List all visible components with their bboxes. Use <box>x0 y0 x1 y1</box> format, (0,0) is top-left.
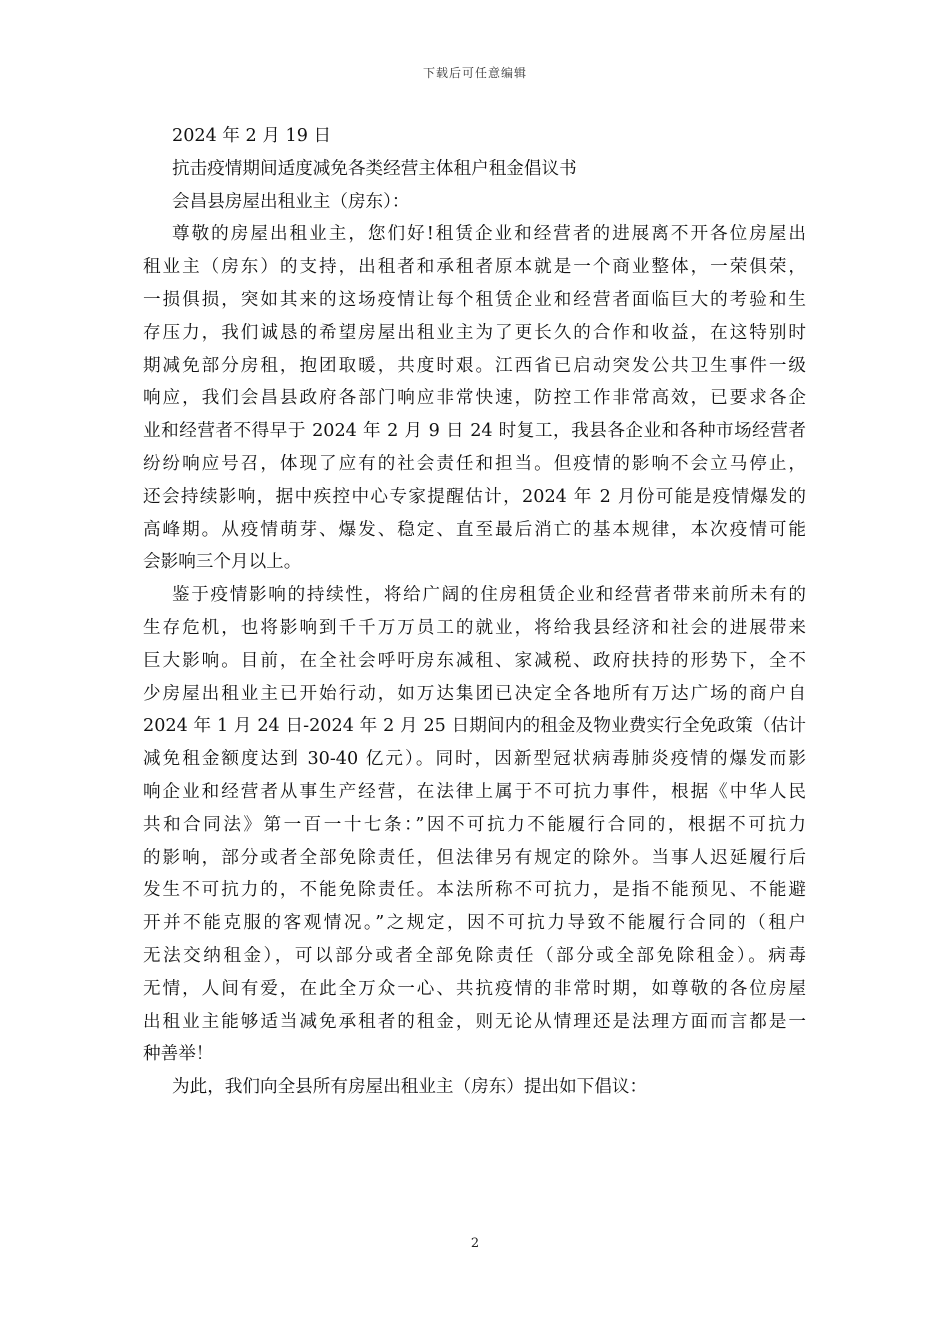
paragraph-line: 2024 年 1 月 24 日-2024 年 2 月 25 日期间内的租金及物业费实行全免政策（估计 <box>143 716 806 737</box>
paragraph-line: 鉴于疫情影响的持续性，将给广阔的住房租赁企业和经营者带来前所未有的 <box>172 585 806 606</box>
page-number: 2 <box>470 1236 480 1251</box>
paragraph-line: 共和合同法》第一百一十七条：”因不可抗力不能履行合同的，根据不可抗力 <box>143 814 806 835</box>
page-header: 下载后可任意编辑 <box>422 66 527 80</box>
paragraph-line: 开并不能克服的客观情况。”之规定，因不可抗力导致不能履行合同的（租户 <box>143 913 806 934</box>
paragraph-line: 出租业主能够适当减免承租者的租金，则无论从情理还是法理方面而言都是一 <box>143 1011 806 1032</box>
paragraph-line: 无法交纳租金），可以部分或者全部免除责任（部分或全部免除租金）。病毒 <box>143 945 806 966</box>
paragraph-line: 响企业和经营者从事生产经营，在法律上属于不可抗力事件，根据《中华人民 <box>143 781 806 802</box>
paragraph-line: 还会持续影响，据中疾控中心专家提醒估计，2024 年 2 月份可能是疫情爆发的 <box>143 486 806 507</box>
paragraph-line: 的影响，部分或者全部免除责任，但法律另有规定的除外。当事人迟延履行后 <box>143 847 806 868</box>
paragraph-1 <box>143 218 806 579</box>
paragraph-line: 减免租金额度达到 30-40 亿元）。同时，因新型冠状病毒肺炎疫情的爆发而影 <box>143 749 806 770</box>
paragraph-2 <box>143 579 806 1071</box>
document-date: 2024 年 2 月 19 日 <box>172 126 332 146</box>
paragraph-line: 少房屋出租业主已开始行动，如万达集团已决定全各地所有万达广场的商户自 <box>143 683 806 704</box>
paragraph-line: 纷纷响应号召，体现了应有的社会责任和担当。但疫情的影响不会立马停止， <box>143 453 806 474</box>
paragraph-line: 一损俱损，突如其来的这场疫情让每个租赁企业和经营者面临巨大的考验和生 <box>143 289 806 310</box>
paragraph-line: 巨大影响。目前，在全社会呼吁房东减租、家减税、政府扶持的形势下，全不 <box>143 650 806 671</box>
paragraph-3 <box>143 1071 806 1104</box>
paragraph-line: 发生不可抗力的，不能免除责任。本法所称不可抗力，是指不能预见、不能避 <box>143 880 806 901</box>
paragraph-line: 为此，我们向全县所有房屋出租业主（房东）提出如下倡议： <box>172 1077 648 1098</box>
paragraph-line: 高峰期。从疫情萌芽、爆发、稳定、直至最后消亡的基本规律，本次疫情可能 <box>143 519 806 540</box>
paragraph-line: 种善举！ <box>143 1044 214 1065</box>
paragraph-line: 无情，人间有爱，在此全万众一心、共抗疫情的非常时期，如尊敬的各位房屋 <box>143 978 806 999</box>
paragraph-line: 存压力，我们诚恳的希望房屋出租业主为了更长久的合作和收益，在这特别时 <box>143 322 806 343</box>
document-body <box>143 120 806 1104</box>
paragraph-line: 期减免部分房租，抱团取暖，共度时艰。江西省已启动突发公共卫生事件一级 <box>143 355 806 376</box>
paragraph-line: 租业主（房东）的支持，出租者和承租者原本就是一个商业整体，一荣俱荣， <box>143 257 806 278</box>
paragraph-line: 业和经营者不得早于 2024 年 2 月 9 日 24 时复工，我县各企业和各种市场经营者 <box>143 421 806 442</box>
paragraph-line: 会影响三个月以上。 <box>143 552 302 573</box>
paragraph-line: 响应，我们会昌县政府各部门响应非常快速，防控工作非常高效，已要求各企 <box>143 388 806 409</box>
document-title: 抗击疫情期间适度减免各类经营主体租户租金倡议书 <box>172 158 577 179</box>
document-salutation: 会昌县房屋出租业主（房东）： <box>172 191 410 212</box>
paragraph-line: 尊敬的房屋出租业主，您们好!租赁企业和经营者的进展离不开各位房屋出 <box>172 224 806 245</box>
paragraph-line: 生存危机，也将影响到千千万万员工的就业，将给我县经济和社会的进展带来 <box>143 617 806 638</box>
